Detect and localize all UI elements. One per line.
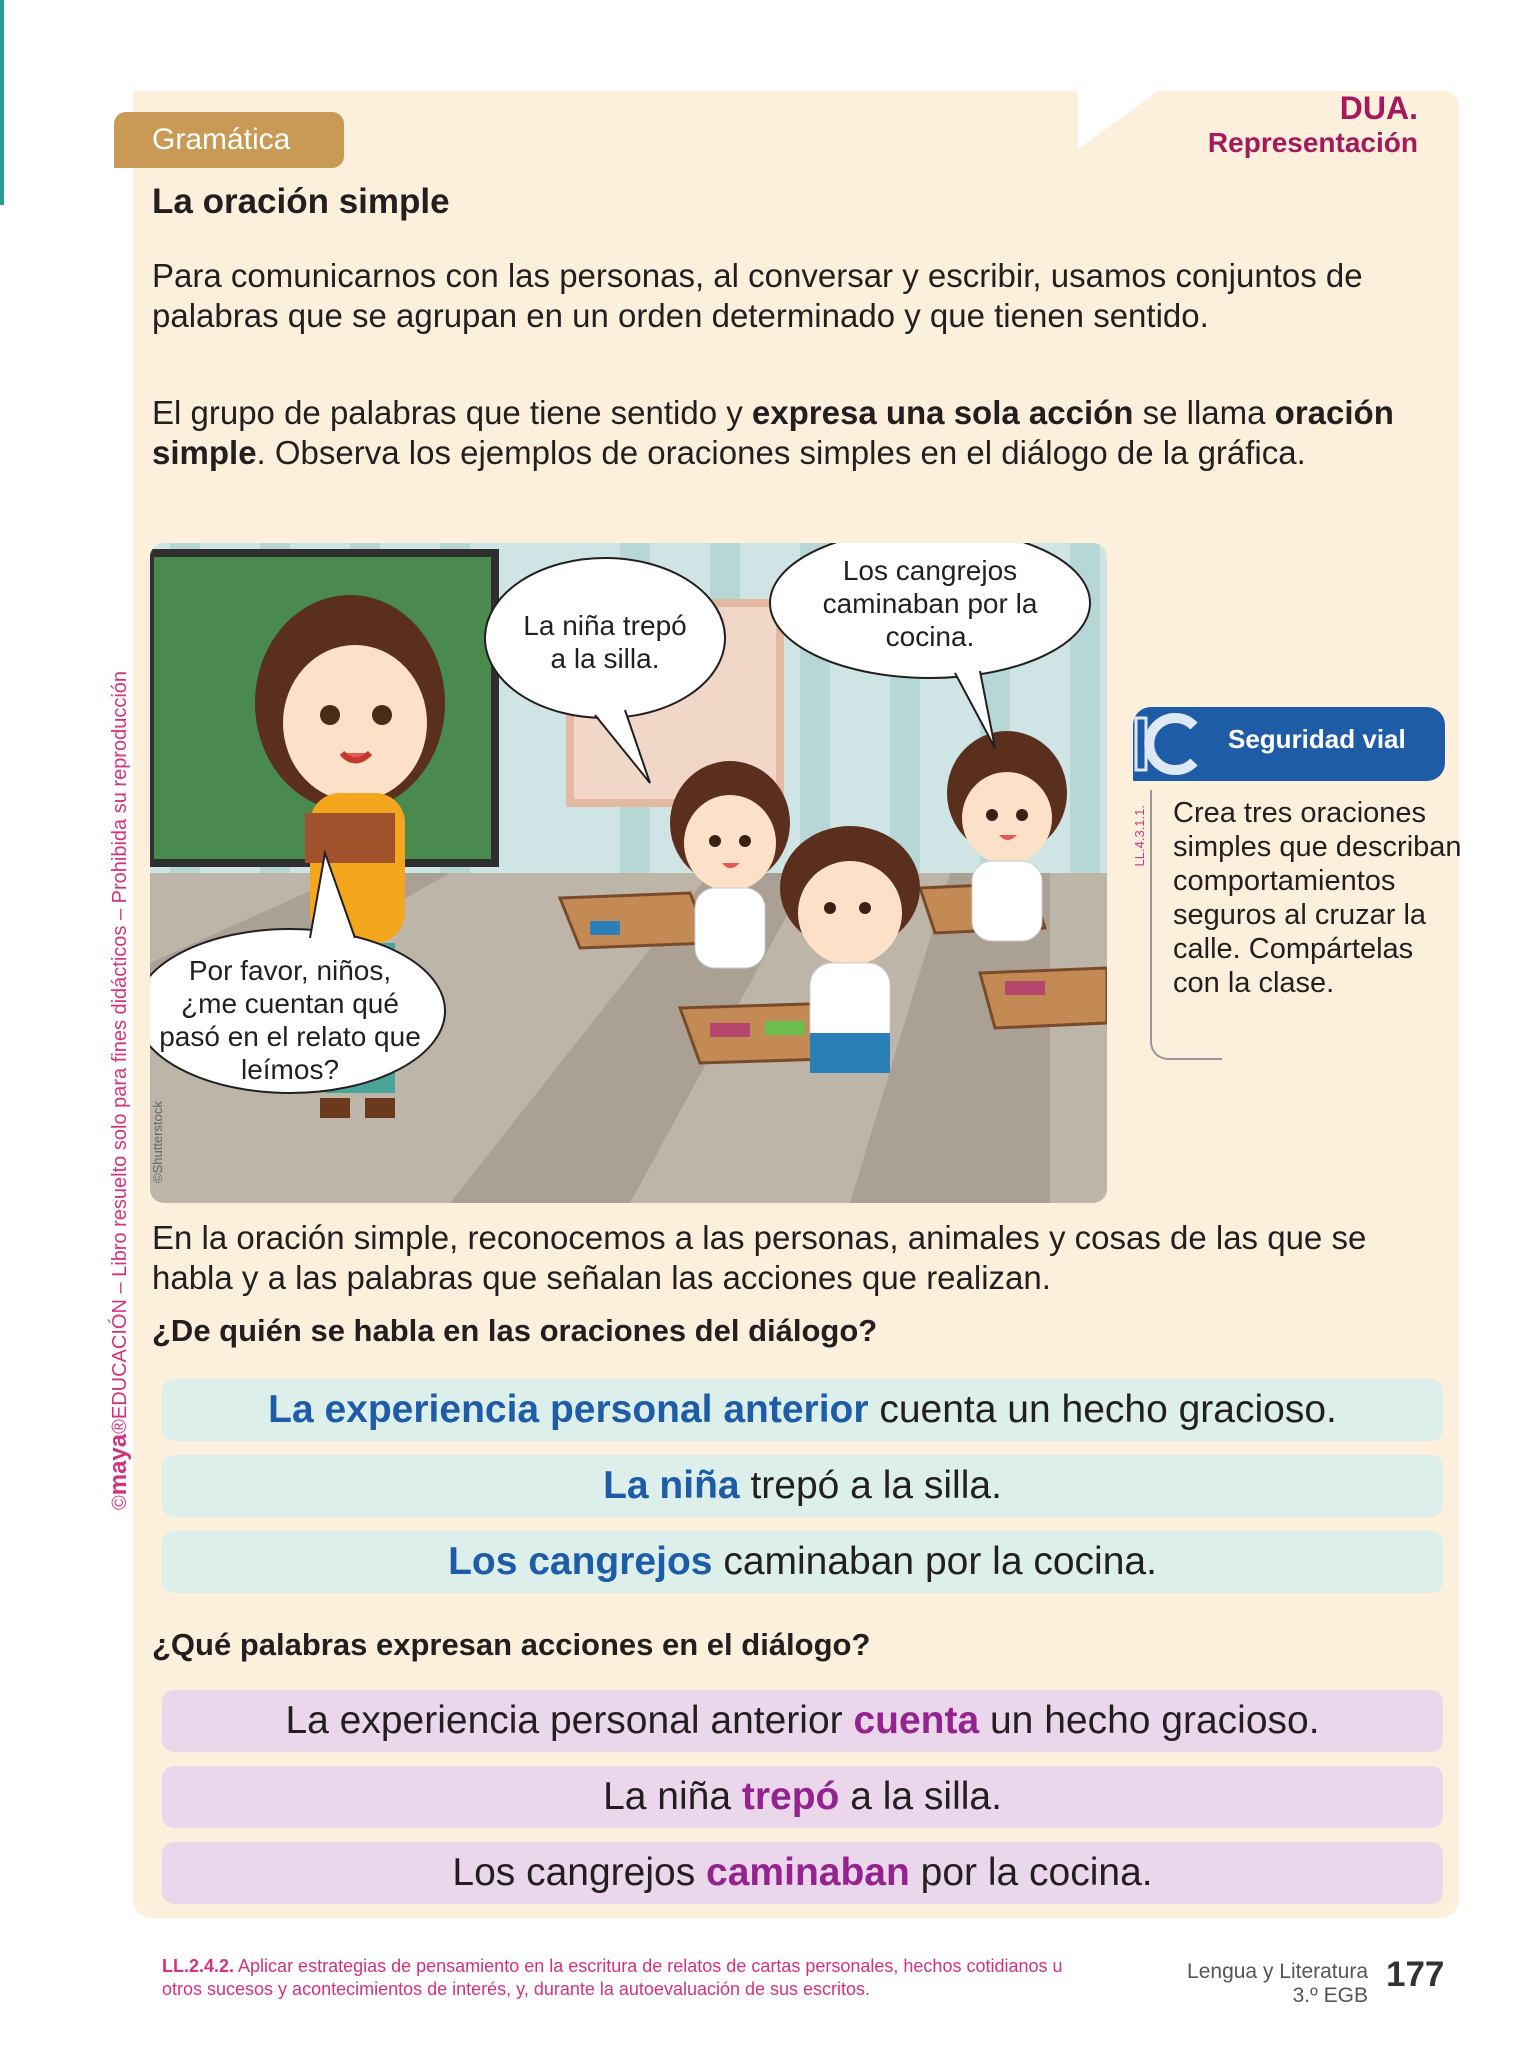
question-subjects: ¿De quién se habla en las oraciones del diálogo? <box>152 1313 878 1348</box>
definition-text: El grupo de palabras que tiene sentido y <box>152 394 752 431</box>
subject-highlight: La niña <box>603 1464 740 1507</box>
definition-text: se llama <box>1133 394 1275 431</box>
standard-text: Aplicar estrategias de pensamiento en la escritura de relatos de cartas personales, hechos cotidianos u otros sucesos y acontecimientos de interés, y, durante la autoevaluación de sus escritos. <box>162 1956 1063 1999</box>
predicate-text: trepó a la silla. <box>739 1464 1002 1507</box>
sentence-text: Los cangrejos <box>452 1851 707 1894</box>
definition-text: . Observa los ejemplos de oraciones simples en el diálogo de la gráfica. <box>256 434 1306 471</box>
grade-label: 3.º EGB <box>1292 1984 1368 2007</box>
sentence-text: un hecho gracioso. <box>979 1699 1320 1742</box>
action-row <box>162 1842 1443 1904</box>
bubble-teacher-line: Por favor, niños, <box>188 955 392 986</box>
action-row <box>162 1766 1443 1828</box>
brand-name: maya <box>105 1433 132 1496</box>
ic-activity-text: Crea tres oraciones simples que describan comportamientos seguros al cruzar la calle. Compártelas con la clase. <box>1173 797 1462 999</box>
definition-bold: expresa una sola acción <box>751 394 1134 431</box>
image-credit: ©Shutterstock <box>150 1101 165 1183</box>
bubble-girl2-line: caminaban por la <box>822 588 1038 619</box>
edge-strip <box>0 0 4 205</box>
bubble-teacher-line: pasó en el relato que <box>159 1021 421 1052</box>
verb-highlight: trepó <box>741 1775 840 1818</box>
subject-row <box>162 1455 1443 1517</box>
bubble-teacher-line: ¿me cuentan qué <box>181 988 399 1019</box>
sentence-text: La niña <box>603 1775 742 1818</box>
copyright-notice <box>105 671 133 1510</box>
footer-subject <box>1187 1960 1368 2008</box>
bubble-girl-line: La niña trepó <box>523 610 687 641</box>
footer-standard <box>162 1955 1092 2001</box>
standard-code: LL.2.4.2. <box>162 1956 235 1976</box>
dua-label <box>1208 90 1418 160</box>
sentence-text: a la silla. <box>839 1775 1002 1818</box>
predicate-text: caminaban por la cocina. <box>712 1540 1157 1583</box>
dua-subtitle: Representación <box>1207 127 1418 158</box>
action-row <box>162 1690 1443 1752</box>
subject-row <box>162 1531 1443 1593</box>
question-actions: ¿Qué palabras expresan acciones en el diálogo? <box>152 1627 871 1662</box>
page-title: La oración simple <box>152 182 450 221</box>
verb-highlight: cuenta <box>853 1699 980 1742</box>
sentence-text: por la cocina. <box>909 1851 1153 1894</box>
ic-logo-icon <box>1132 712 1202 781</box>
subject-name: Lengua y Literatura <box>1187 1960 1368 1983</box>
page-number: 177 <box>1386 1955 1445 1994</box>
explanation-paragraph: En la oración simple, reconocemos a las personas, animales y cosas de las que se habla y a las palabras que señalan las acciones que realizan. <box>152 1219 1367 1296</box>
ic-code: LL.4.3.1.1. <box>1132 805 1147 867</box>
bubble-girl-line: a la silla. <box>550 643 660 674</box>
subject-highlight: La experiencia personal anterior <box>268 1388 869 1431</box>
predicate-text: cuenta un hecho gracioso. <box>868 1388 1337 1431</box>
dua-title: DUA. <box>1339 90 1418 126</box>
definition-paragraph <box>152 393 1442 473</box>
ic-label: Seguridad vial <box>1228 724 1406 754</box>
classroom-illustration <box>150 543 1107 1203</box>
copyright-symbol: © <box>109 1495 131 1510</box>
section-tab: Gramática <box>114 112 344 168</box>
subject-highlight: Los cangrejos <box>448 1540 713 1583</box>
notice-text: ®EDUCACIÓN – Libro resuelto solo para fines didácticos – Prohibida su reproducción <box>109 670 131 1434</box>
bubble-teacher-line: leímos? <box>240 1054 340 1085</box>
definition-bold: oración simple <box>152 394 1394 471</box>
subject-row <box>162 1379 1443 1441</box>
bubble-girl2-line: Los cangrejos <box>842 555 1018 586</box>
bubble-girl2-line: cocina. <box>885 621 975 652</box>
sentence-text: La experiencia personal anterior <box>285 1699 854 1742</box>
verb-highlight: caminaban <box>706 1851 910 1894</box>
intro-paragraph: Para comunicarnos con las personas, al conversar y escribir, usamos conjuntos de palabras que se agrupan en un orden determinado y que tienen sentido. <box>152 257 1363 334</box>
